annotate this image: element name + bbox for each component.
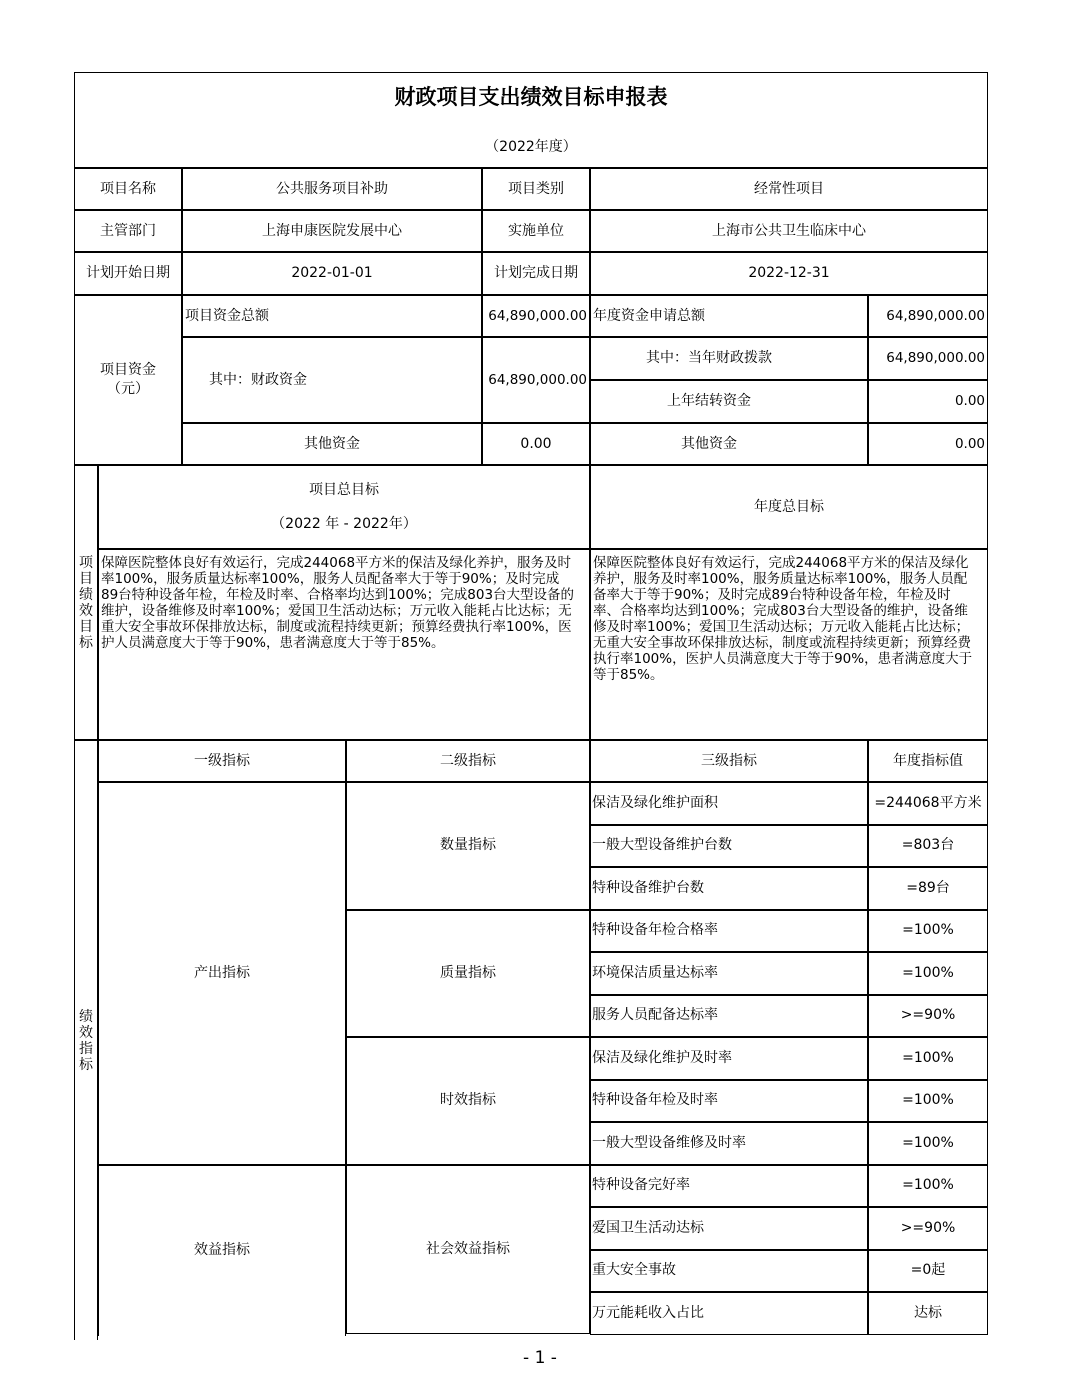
- supervisor_dept-value-text: 上海申康医院发展中心: [262, 222, 402, 239]
- project_type-value-text: 经常性项目: [754, 180, 824, 197]
- current-value-text: 64,890,000.00: [886, 350, 985, 366]
- indicator-name-text: 特种设备维护台数: [592, 879, 704, 896]
- project_name-label: [74, 168, 182, 210]
- level2-social: [346, 1165, 590, 1334]
- indicator-name: [590, 1292, 868, 1335]
- plan_start-label: [74, 252, 182, 295]
- header-value: [868, 740, 988, 782]
- indicator-value-text: =803台: [901, 837, 955, 854]
- header-level1: [98, 740, 346, 782]
- overall-goal-period: （2022 年 - 2022年）: [271, 516, 417, 532]
- indicator-value: [868, 1292, 988, 1335]
- current-label: [590, 337, 868, 380]
- indicator-value: [868, 867, 988, 910]
- plan_start-label-text: 计划开始日期: [86, 265, 170, 281]
- indicator-value: [868, 1122, 988, 1165]
- annual-goal-text-text: 保障医院整体良好有效运行，完成244068平方米的保洁及绿化养护，服务及时率100%，服务质量达标率100%，服务人员配备率大于等于90%；及时完成89台特种设备年检，年检及时率、合格率均达到100%；完成803台大型设备的维护，设备维修及时率100%；爱国卫生活动达标；万元收入能耗占比达标；无重大安全事故环保排放达标，制度或流程持续更新；预算经费执行率100%，医护人员满意度大于等于90%，患者满意度大于等于85%。: [593, 555, 973, 683]
- other-funds2-label-text: 其他资金: [681, 435, 737, 452]
- indicator-name-text: 一般大型设备维修及时率: [592, 1134, 746, 1151]
- project_type-label-text: 项目类别: [508, 180, 564, 197]
- level1-output: [98, 782, 346, 1165]
- indicator-name-text: 重大安全事故: [592, 1262, 676, 1279]
- form-year: （2022年度）: [485, 139, 577, 155]
- indicator-value: [868, 995, 988, 1038]
- annual-total-label-text: 年度资金申请总额: [593, 307, 705, 324]
- indicator-name: [590, 995, 868, 1038]
- indicator-value-text: 达标: [914, 1304, 942, 1321]
- annual-goal-text: [590, 549, 988, 740]
- indicator-value: [868, 825, 988, 868]
- annual-total-value-text: 64,890,000.00: [886, 307, 985, 324]
- funds-label: [74, 295, 182, 465]
- indicator-value: [868, 910, 988, 953]
- indicator-name-text: 特种设备年检合格率: [592, 922, 718, 939]
- supervisor_dept-value: [182, 210, 482, 252]
- project_name-value-text: 公共服务项目补助: [276, 180, 388, 197]
- implementer-value-text: 上海市公共卫生临床中心: [712, 222, 866, 239]
- supervisor_dept-label-text: 主管部门: [100, 222, 156, 239]
- other-funds-label: [182, 423, 482, 465]
- other-funds-value-text: 0.00: [520, 435, 552, 452]
- header-level2-text: 二级指标: [440, 752, 496, 769]
- annual-goal-title-text: 年度总目标: [754, 498, 824, 515]
- header-level1-text: 一级指标: [194, 752, 250, 769]
- indicator-name-text: 一般大型设备维护台数: [592, 837, 732, 854]
- indicator-value-text: =244068平方米: [874, 794, 982, 811]
- other-funds2-value-text: 0.00: [954, 435, 985, 452]
- funds-total-label: [182, 295, 482, 337]
- indicator-name-text: 保洁及绿化维护及时率: [592, 1049, 732, 1066]
- indicator-name-text: 万元能耗收入占比: [592, 1304, 704, 1321]
- overall-goal-text: [98, 549, 590, 740]
- indicator-name-text: 保洁及绿化维护面积: [592, 794, 718, 811]
- indicator-value: [868, 1037, 988, 1080]
- indicator-value-text: =100%: [902, 964, 954, 981]
- form-sheet: [74, 72, 988, 1336]
- project_type-label: [482, 168, 590, 210]
- funds-label-text: 项目资金（元）: [100, 362, 156, 397]
- indicator-value-text: =89台: [906, 879, 950, 896]
- indicator-name: [590, 910, 868, 953]
- header-value-text: 年度指标值: [893, 752, 963, 769]
- fiscal-value: [482, 337, 590, 423]
- project_type-value: [590, 168, 988, 210]
- indicator-name: [590, 1037, 868, 1080]
- indicator-name: [590, 1165, 868, 1208]
- indicator-name-text: 环境保洁质量达标率: [592, 964, 718, 981]
- indicator-value: [868, 1080, 988, 1123]
- indicator-value-text: >=90%: [900, 1219, 956, 1236]
- fiscal-label: [182, 337, 482, 423]
- other-funds-label-text: 其他资金: [304, 435, 360, 452]
- carryover-label: [590, 380, 868, 423]
- other-funds2-label: [590, 423, 868, 465]
- carryover-value-text: 0.00: [954, 393, 985, 409]
- indicator-value: [868, 1250, 988, 1293]
- level2-quality: [346, 910, 590, 1038]
- project_name-label-text: 项目名称: [100, 180, 156, 197]
- indicator-name: [590, 1080, 868, 1123]
- carryover-value: [868, 380, 988, 423]
- page-number: - 1 -: [523, 1348, 557, 1368]
- indicator-name-text: 爱国卫生活动达标: [592, 1219, 704, 1236]
- overall-goal-header: [98, 465, 590, 549]
- plan_end-label: [482, 252, 590, 295]
- indicator-value: [868, 782, 988, 825]
- plan_end-value: [590, 252, 988, 295]
- implementer-label-text: 实施单位: [508, 222, 564, 239]
- level1-benefit: [98, 1165, 346, 1337]
- indicator-name: [590, 825, 868, 868]
- level2-quantity: [346, 782, 590, 910]
- annual-total-value: [868, 295, 988, 337]
- indicator-name: [590, 782, 868, 825]
- indicators-side-label: [74, 740, 98, 1340]
- indicator-name: [590, 1122, 868, 1165]
- indicator-value-text: =100%: [902, 1049, 954, 1066]
- funds-total-value-text: 64,890,000.00: [488, 307, 587, 324]
- title-block-text: 财政项目支出绩效目标申报表: [394, 85, 668, 109]
- indicator-value-text: =100%: [902, 1134, 954, 1151]
- indicator-value-text: >=90%: [900, 1007, 956, 1024]
- level2-quantity-text: 数量指标: [440, 837, 496, 854]
- indicator-name: [590, 867, 868, 910]
- plan_end-label-text: 计划完成日期: [494, 265, 578, 281]
- current-label-text: 其中：当年财政拨款: [646, 350, 772, 366]
- goals-side-label: [74, 465, 98, 740]
- current-value: [868, 337, 988, 380]
- level1-benefit-text: 效益指标: [194, 1242, 250, 1259]
- indicator-value-text: =100%: [902, 922, 954, 939]
- indicator-name-text: 特种设备完好率: [592, 1177, 690, 1194]
- indicator-value-text: =0起: [910, 1262, 946, 1279]
- implementer-label: [482, 210, 590, 252]
- indicator-value: [868, 1207, 988, 1250]
- plan_start-value: [182, 252, 482, 295]
- annual-goal-title: [590, 465, 988, 549]
- form-continuation-edge: [74, 1335, 98, 1337]
- funds-total-label-text: 项目资金总额: [185, 307, 269, 324]
- supervisor_dept-label: [74, 210, 182, 252]
- overall-goal-title: 项目总目标: [309, 482, 379, 498]
- level2-social-text: 社会效益指标: [426, 1240, 510, 1257]
- level2-timeliness-text: 时效指标: [440, 1092, 496, 1109]
- other-funds-value: [482, 423, 590, 465]
- indicator-value-text: =100%: [902, 1177, 954, 1194]
- indicators-side-label-text: 绩效指标: [79, 1008, 93, 1073]
- indicator-value: [868, 952, 988, 995]
- indicator-name: [590, 1207, 868, 1250]
- level1-output-text: 产出指标: [194, 964, 250, 981]
- level2-quality-text: 质量指标: [440, 964, 496, 981]
- indicator-value-text: =100%: [902, 1092, 954, 1109]
- carryover-label-text: 上年结转资金: [667, 393, 751, 409]
- annual-total-label: [590, 295, 868, 337]
- header-level3: [590, 740, 868, 782]
- indicator-name-text: 特种设备年检及时率: [592, 1092, 718, 1109]
- indicator-name: [590, 1250, 868, 1293]
- plan_end-value-text: 2022-12-31: [748, 265, 830, 281]
- fiscal-value-text: 64,890,000.00: [488, 371, 587, 388]
- goals-side-label-text: 项目绩效目标: [79, 554, 93, 651]
- indicator-name: [590, 952, 868, 995]
- level2-timeliness: [346, 1037, 590, 1165]
- plan_start-value-text: 2022-01-01: [291, 265, 373, 281]
- other-funds2-value: [868, 423, 988, 465]
- overall-goal-text-text: 保障医院整体良好有效运行，完成244068平方米的保洁及绿化养护，服务及时率100%，服务质量达标率100%，服务人员配备率大于等于90%；及时完成89台特种设备年检，年检及时率、合格率均达到100%；完成803台大型设备的维护，设备维修及时率100%；爱国卫生活动达标；万元收入能耗占比达标；无重大安全事故环保排放达标，制度或流程持续更新；预算经费执行率100%，医护人员满意度大于等于90%，患者满意度大于等于85%。: [101, 555, 575, 651]
- implementer-value: [590, 210, 988, 252]
- header-level3-text: 三级指标: [701, 752, 757, 769]
- indicator-value: [868, 1165, 988, 1208]
- fiscal-label-text: 其中：财政资金: [209, 371, 307, 388]
- header-level2: [346, 740, 590, 782]
- funds-total-value: [482, 295, 590, 337]
- indicator-name-text: 服务人员配备达标率: [592, 1007, 718, 1024]
- project_name-value: [182, 168, 482, 210]
